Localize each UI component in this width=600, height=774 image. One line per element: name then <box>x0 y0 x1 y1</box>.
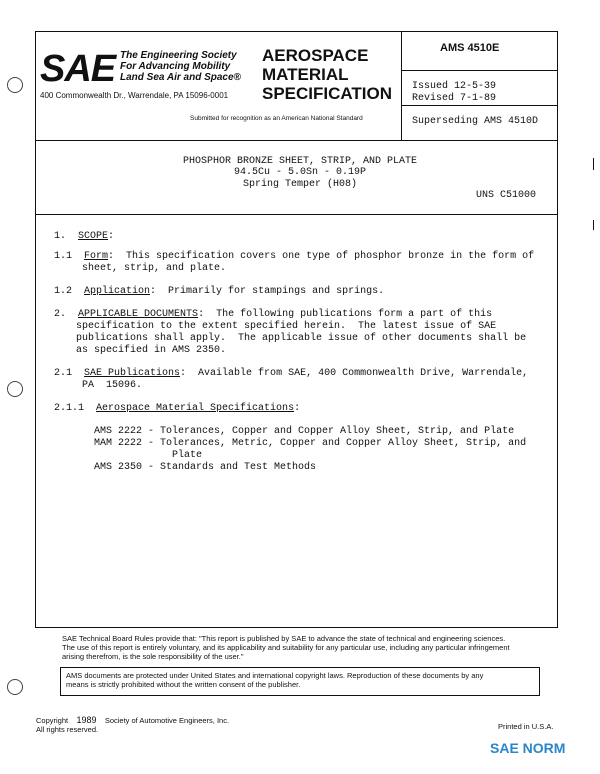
technical-board-rules: SAE Technical Board Rules provide that: "This report is published by SAE to advance the state of technical and engineering sciences. The use of this report is entirely voluntary, and its applicability and suitability for any particular use, including any particular infringement arising therefrom, is the sole responsibility of the user." <box>62 634 510 661</box>
society-tagline: The Engineering Society For Advancing Mobility Land Sea Air and Space® <box>120 50 241 83</box>
header-divider <box>401 105 558 106</box>
binder-hole-bottom <box>7 679 23 695</box>
ams-number: AMS 4510E <box>440 42 500 54</box>
margin-mark <box>593 220 594 230</box>
margin-mark <box>593 158 594 170</box>
reference-ams-2222: AMS 2222 - Tolerances, Copper and Copper Alloy Sheet, Strip, and Plate <box>94 426 515 437</box>
section-2-1-cont: PA 15096. <box>82 380 143 391</box>
section-1-1: 1.1 Form: This specification covers one type of phosphor bronze in the form of <box>54 251 535 262</box>
section-2-cont: specification to the extent specified herein. The latest issue of SAE <box>76 321 497 332</box>
uns-number: UNS C51000 <box>476 190 537 201</box>
header-bottom-rule <box>35 140 558 141</box>
submitted-note: Submitted for recognition as an American National Standard <box>190 115 363 122</box>
section-2-cont: as specified in AMS 2350. <box>76 345 227 356</box>
header-divider <box>401 31 402 140</box>
spec-temper: Spring Temper (H08) <box>242 179 358 190</box>
reference-mam-2222: MAM 2222 - Tolerances, Metric, Copper and Copper Alloy Sheet, Strip, and <box>94 438 527 449</box>
reference-ams-2350: AMS 2350 - Standards and Test Methods <box>94 462 317 473</box>
issue-dates: Issued 12-5-39 Revised 7-1-89 <box>412 81 497 104</box>
header-divider <box>401 70 558 71</box>
binder-hole-top <box>7 77 23 93</box>
copyright-notice: AMS documents are protected under United States and international copyright laws. Reproduction of these documents by any means is strictly prohibited without the written consent of the publisher. <box>66 671 484 689</box>
section-1-2: 1.2 Application: Primarily for stampings and springs. <box>54 286 385 297</box>
section-2-1: 2.1 SAE Publications: Available from SAE, 400 Commonwealth Drive, Warrendale, <box>54 368 529 379</box>
copyright-line: Copyright 1989 Society of Automotive Engineers, Inc. All rights reserved. <box>36 715 230 734</box>
section-2-cont: publications shall apply. The applicable issue of other documents shall be <box>76 333 527 344</box>
doc-type-heading: AEROSPACE MATERIAL SPECIFICATION <box>262 46 393 103</box>
section-2-1-1: 2.1.1 Aerospace Material Specifications: <box>54 403 301 414</box>
title-bottom-rule <box>35 214 558 215</box>
section-1: 1. SCOPE: <box>54 231 115 242</box>
sae-logo: SAE <box>40 48 116 90</box>
superseding-note: Superseding AMS 4510D <box>412 116 539 127</box>
binder-hole-middle <box>7 381 23 397</box>
society-address: 400 Commonwealth Dr., Warrendale, PA 15096-0001 <box>40 91 229 100</box>
section-2: 2. APPLICABLE DOCUMENTS: The following publications form a part of this <box>54 309 493 320</box>
spec-composition: 94.5Cu - 5.0Sn - 0.19P <box>233 167 367 178</box>
reference-mam-2222-cont: Plate <box>172 450 203 461</box>
spec-title: PHOSPHOR BRONZE SHEET, STRIP, AND PLATE <box>182 156 418 167</box>
section-1-1-cont: sheet, strip, and plate. <box>82 263 227 274</box>
printed-in: Printed in U.S.A. <box>498 722 554 731</box>
sae-norm-watermark: SAE NORM <box>490 740 566 756</box>
